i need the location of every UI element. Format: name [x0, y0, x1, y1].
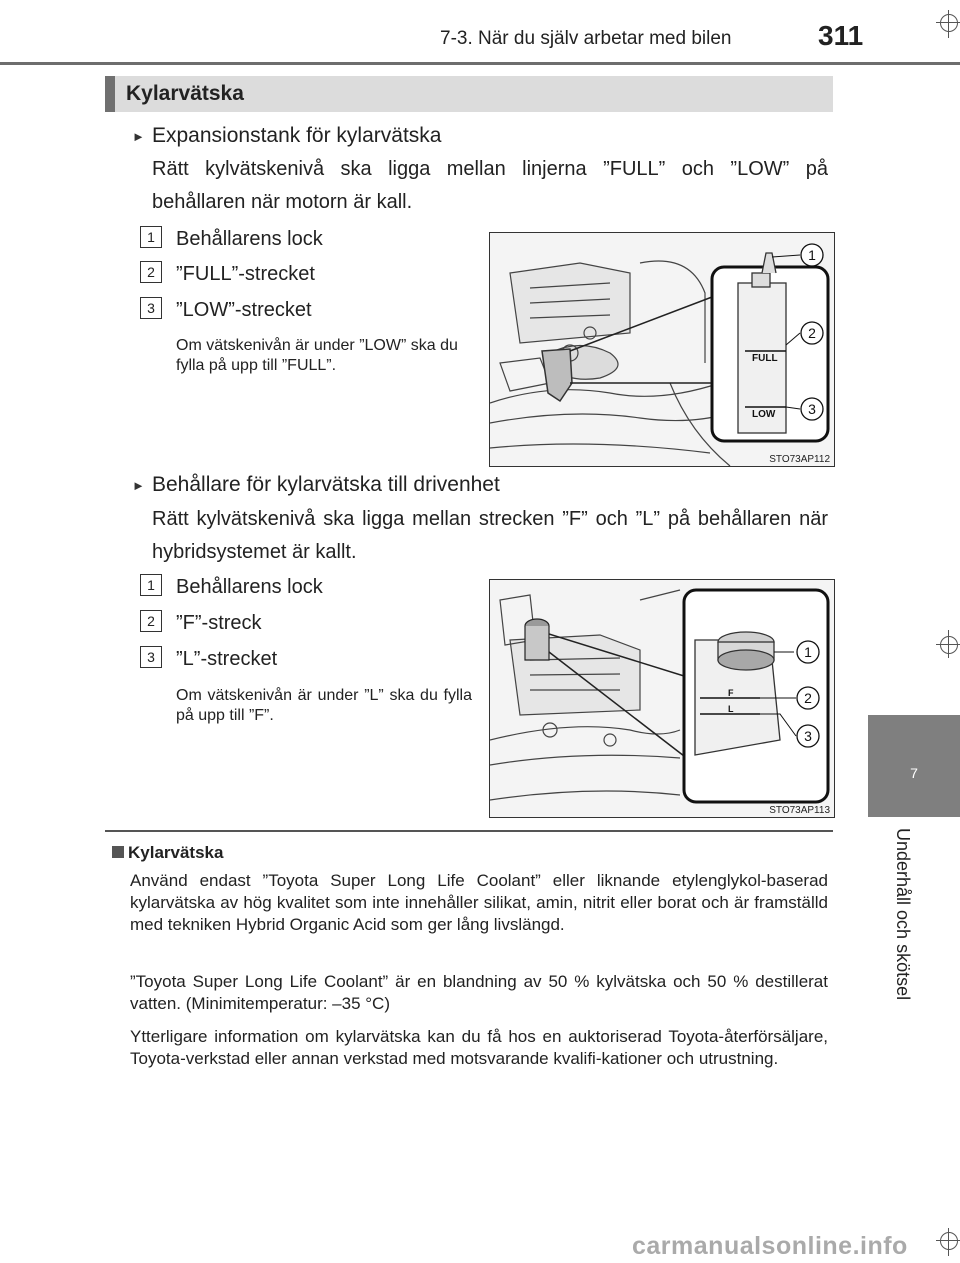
callout-number: 1 — [140, 226, 162, 248]
page-number: 311 — [818, 20, 864, 51]
figure2-callout-1: 1 — [804, 644, 812, 660]
bullet-arrow-icon: ► — [132, 478, 145, 493]
low-mark-text: LOW — [752, 409, 776, 420]
item-description-expansion-tank: Rätt kylvätskenivå ska ligga mellan linjerna ”FULL” och ”LOW” på behållaren när motorn är kall. — [152, 158, 828, 213]
registration-mark — [940, 14, 958, 32]
info-title-text: Kylarvätska — [128, 843, 224, 862]
figure2-callout-2: 2 — [804, 690, 812, 706]
l-mark-text: L — [728, 704, 734, 714]
figure1-callout-1: 1 — [808, 247, 816, 263]
label-cap: Behållarens lock — [176, 576, 323, 598]
label-low-mark: ”LOW”-strecket — [176, 299, 312, 321]
registration-mark — [940, 636, 958, 654]
section-banner-title: Kylarvätska — [126, 82, 244, 105]
item-heading-expansion-tank: Expansionstank för kylarvätska — [152, 124, 442, 147]
watermark: carmanualsonline.info — [632, 1232, 908, 1260]
header-rule — [0, 62, 960, 65]
info-paragraph-2: ”Toyota Super Long Life Coolant” är en blandning av 50 % kylvätska och 50 % destillerat vatten. (Minimitemperatur: –35 °C) — [130, 972, 828, 1013]
chapter-tab-number: 7 — [910, 765, 918, 781]
f-mark-text: F — [728, 688, 734, 698]
figure-expansion-tank — [489, 232, 835, 467]
callout-number: 2 — [140, 610, 162, 632]
label-cap: Behållarens lock — [176, 228, 323, 250]
callout-number: 3 — [140, 297, 162, 319]
callout-number: 2 — [140, 261, 162, 283]
figure1-code: STO73AP112 — [769, 454, 830, 465]
figure-drive-unit-reservoir — [489, 579, 835, 818]
full-mark-text: FULL — [752, 353, 778, 364]
label-full-mark: ”FULL”-strecket — [176, 263, 315, 285]
callout-number: 1 — [140, 574, 162, 596]
item-description-drive-unit-reservoir: Rätt kylvätskenivå ska ligga mellan strecken ”F” och ”L” på behållaren när hybridsystemet är kallt. — [152, 508, 828, 563]
note-refill-f: Om vätskenivån är under ”L” ska du fylla på upp till ”F”. — [176, 687, 472, 724]
figure2-code: STO73AP113 — [769, 805, 830, 816]
chapter-side-label: Underhåll och skötsel — [893, 828, 913, 1001]
note-refill-full: Om vätskenivån är under ”LOW” ska du fylla på upp till ”FULL”. — [176, 337, 458, 374]
info-paragraph-1: Använd endast ”Toyota Super Long Life Coolant” eller liknande etylenglykol-baserad kylarvätska av hög kvalitet som inte innehåller silikat, amin, nitrit eller borat och är framställd med tekniken Hybrid Organic Acid som ger lång livslängd. — [130, 871, 828, 934]
figure1-callout-3: 3 — [808, 401, 816, 417]
figure2-callout-3: 3 — [804, 728, 812, 744]
label-l-mark: ”L”-strecket — [176, 648, 278, 670]
chapter-section-title: 7-3. När du själv arbetar med bilen — [440, 28, 732, 49]
label-f-mark: ”F”-streck — [176, 612, 262, 634]
callout-number: 3 — [140, 646, 162, 668]
section-divider — [105, 830, 833, 832]
bullet-arrow-icon: ► — [132, 129, 145, 144]
registration-mark — [940, 1232, 958, 1250]
figure1-callout-2: 2 — [808, 325, 816, 341]
square-bullet-icon — [112, 846, 124, 858]
item-heading-drive-unit-reservoir: Behållare för kylarvätska till drivenhet — [152, 473, 500, 496]
section-banner-accent — [105, 76, 115, 112]
info-title — [112, 843, 223, 863]
info-paragraph-3: Ytterligare information om kylarvätska kan du få hos en auktoriserad Toyota-återförsäljare, Toyota-verkstad eller annan verkstad med motsvarande kvalifi-kationer och utrustning. — [130, 1027, 828, 1068]
